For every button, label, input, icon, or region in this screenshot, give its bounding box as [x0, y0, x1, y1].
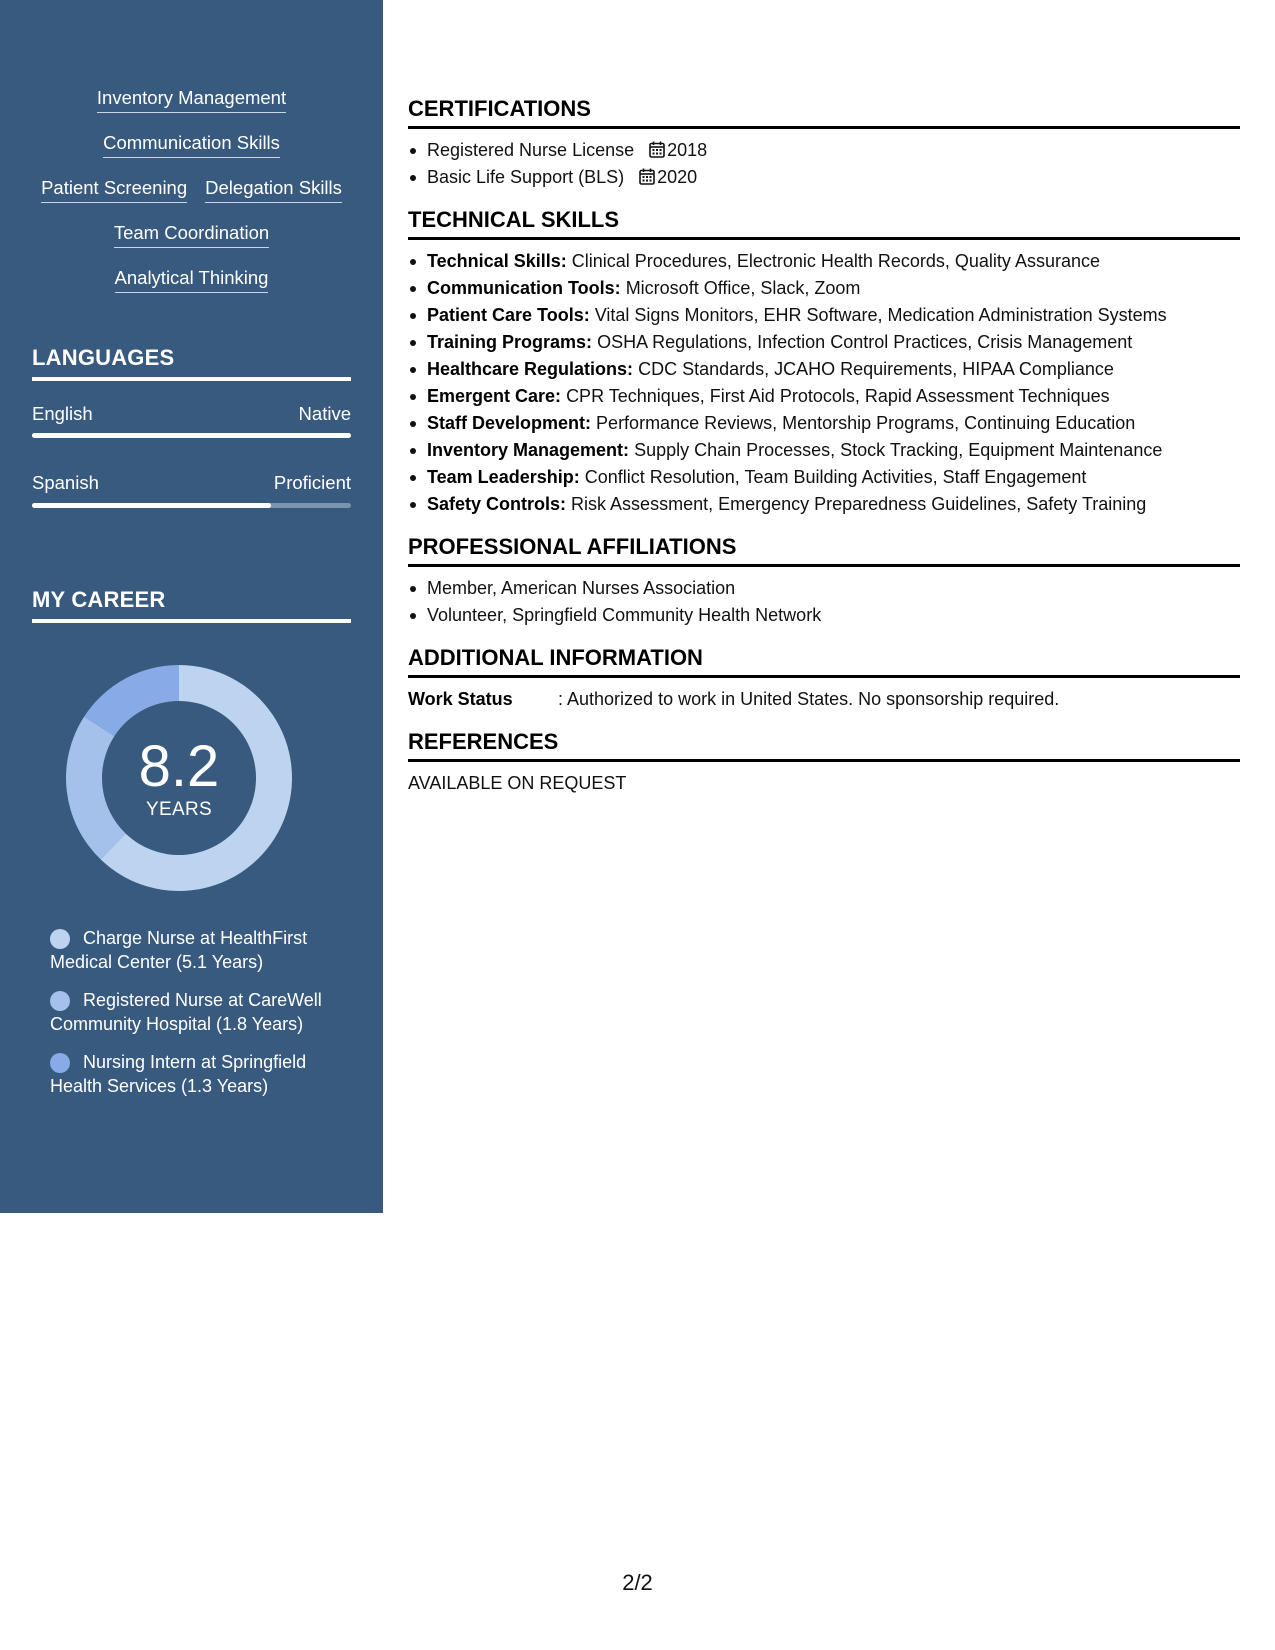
donut-slice [84, 665, 179, 736]
career-legend-item [50, 988, 350, 1036]
section-title: PROFESSIONAL AFFILIATIONS [408, 534, 1240, 567]
language-bar-fill [32, 503, 271, 508]
certifications-section [408, 96, 1240, 191]
skill-row [0, 221, 383, 266]
certification-year: 2020 [657, 167, 698, 187]
skill-tag: Communication Skills [103, 131, 280, 158]
certification-item [408, 137, 1240, 164]
career-total-unit: YEARS [146, 799, 212, 820]
skill-row [0, 131, 383, 176]
section-title: CERTIFICATIONS [408, 96, 1240, 129]
language-name: Spanish [32, 472, 99, 493]
career-legend-text: Registered Nurse at CareWell Community Hospital (1.8 Years) [50, 990, 322, 1034]
skill-value: Clinical Procedures, Electronic Health Records, Quality Assurance [571, 251, 1100, 271]
skill-row [0, 176, 383, 221]
language-bar-spanish [32, 503, 351, 508]
language-bar-fill [32, 433, 351, 438]
skill-label: Safety Controls: [427, 494, 567, 514]
skill-label: Staff Development: [427, 413, 592, 433]
career-total-years: 8.2 [138, 734, 220, 799]
career-legend [50, 926, 350, 1112]
career-legend-item [50, 926, 350, 974]
skill-label: Training Programs: [427, 332, 593, 352]
skill-item [408, 410, 1240, 437]
certifications-list [408, 137, 1240, 191]
work-status-label: Work Status [408, 689, 513, 709]
skill-item [408, 356, 1240, 383]
legend-dot-icon [50, 991, 70, 1011]
technical-skills-section [408, 207, 1240, 518]
affiliations-section [408, 534, 1240, 629]
skill-item [408, 275, 1240, 302]
skill-tag: Inventory Management [97, 86, 286, 113]
additional-info-section [408, 645, 1240, 713]
page-number: 2/2 [622, 1570, 653, 1595]
calendar-icon [639, 168, 655, 185]
career-legend-text: Nursing Intern at Springfield Health Services (1.3 Years) [50, 1052, 307, 1096]
skill-label: Team Leadership: [427, 467, 580, 487]
certification-year: 2018 [667, 140, 708, 160]
section-title: ADDITIONAL INFORMATION [408, 645, 1240, 678]
languages-heading: LANGUAGES [32, 345, 351, 381]
skill-row [0, 86, 383, 131]
work-status-value: : Authorized to work in United States. No sponsorship required. [558, 689, 1060, 709]
skill-row [0, 266, 383, 311]
skill-label: Patient Care Tools: [427, 305, 590, 325]
calendar-icon [649, 141, 665, 158]
work-status-row [408, 686, 1240, 713]
skill-tag: Delegation Skills [205, 176, 342, 203]
references-text: AVAILABLE ON REQUEST [408, 773, 627, 793]
references-section [408, 729, 1240, 797]
skill-item [408, 491, 1240, 518]
skill-item [408, 329, 1240, 356]
affiliations-list [408, 575, 1240, 629]
skill-label: Inventory Management: [427, 440, 630, 460]
skill-label: Technical Skills: [427, 251, 567, 271]
skill-label: Communication Tools: [427, 278, 621, 298]
skill-value: Conflict Resolution, Team Building Activities, Staff Engagement [584, 467, 1087, 487]
career-legend-item [50, 1050, 350, 1098]
legend-dot-icon [50, 929, 70, 949]
skill-label: Emergent Care: [427, 386, 562, 406]
skill-label: Healthcare Regulations: [427, 359, 634, 379]
section-title: REFERENCES [408, 729, 1240, 762]
skill-value: OSHA Regulations, Infection Control Practices, Crisis Management [597, 332, 1133, 352]
career-legend-text: Charge Nurse at HealthFirst Medical Center (5.1 Years) [50, 928, 308, 972]
certification-name: Basic Life Support (BLS) [427, 167, 625, 187]
language-bar-english [32, 433, 351, 438]
skills-tag-cloud [0, 86, 383, 311]
skill-value: CPR Techniques, First Aid Protocols, Rapid Assessment Techniques [566, 386, 1110, 406]
skill-tag: Team Coordination [114, 221, 269, 248]
language-spanish [32, 472, 351, 494]
section-title: TECHNICAL SKILLS [408, 207, 1240, 240]
skill-tag: Patient Screening [41, 176, 187, 203]
skill-item [408, 464, 1240, 491]
skill-tag: Analytical Thinking [115, 266, 269, 293]
skill-item [408, 383, 1240, 410]
language-name: English [32, 403, 93, 424]
skill-item [408, 248, 1240, 275]
certification-name: Registered Nurse License [427, 140, 635, 160]
skill-value: CDC Standards, JCAHO Requirements, HIPAA Compliance [638, 359, 1114, 379]
skill-value: Vital Signs Monitors, EHR Software, Medication Administration Systems [594, 305, 1167, 325]
skill-value: Risk Assessment, Emergency Preparedness Guidelines, Safety Training [571, 494, 1147, 514]
career-heading: MY CAREER [32, 587, 351, 623]
skill-item [408, 437, 1240, 464]
sidebar [0, 0, 383, 1213]
affiliation-item: Volunteer, Springfield Community Health Network [408, 602, 1240, 629]
language-level: Native [298, 403, 351, 424]
legend-dot-icon [50, 1053, 70, 1073]
skill-value: Performance Reviews, Mentorship Programs, Continuing Education [596, 413, 1136, 433]
language-level: Proficient [273, 472, 351, 493]
skill-value: Supply Chain Processes, Stock Tracking, Equipment Maintenance [634, 440, 1163, 460]
skill-item [408, 302, 1240, 329]
technical-skills-list [408, 248, 1240, 518]
skill-value: Microsoft Office, Slack, Zoom [625, 278, 861, 298]
certification-item [408, 164, 1240, 191]
main-content [408, 96, 1240, 813]
affiliation-item: Member, American Nurses Association [408, 575, 1240, 602]
language-english [32, 403, 351, 425]
